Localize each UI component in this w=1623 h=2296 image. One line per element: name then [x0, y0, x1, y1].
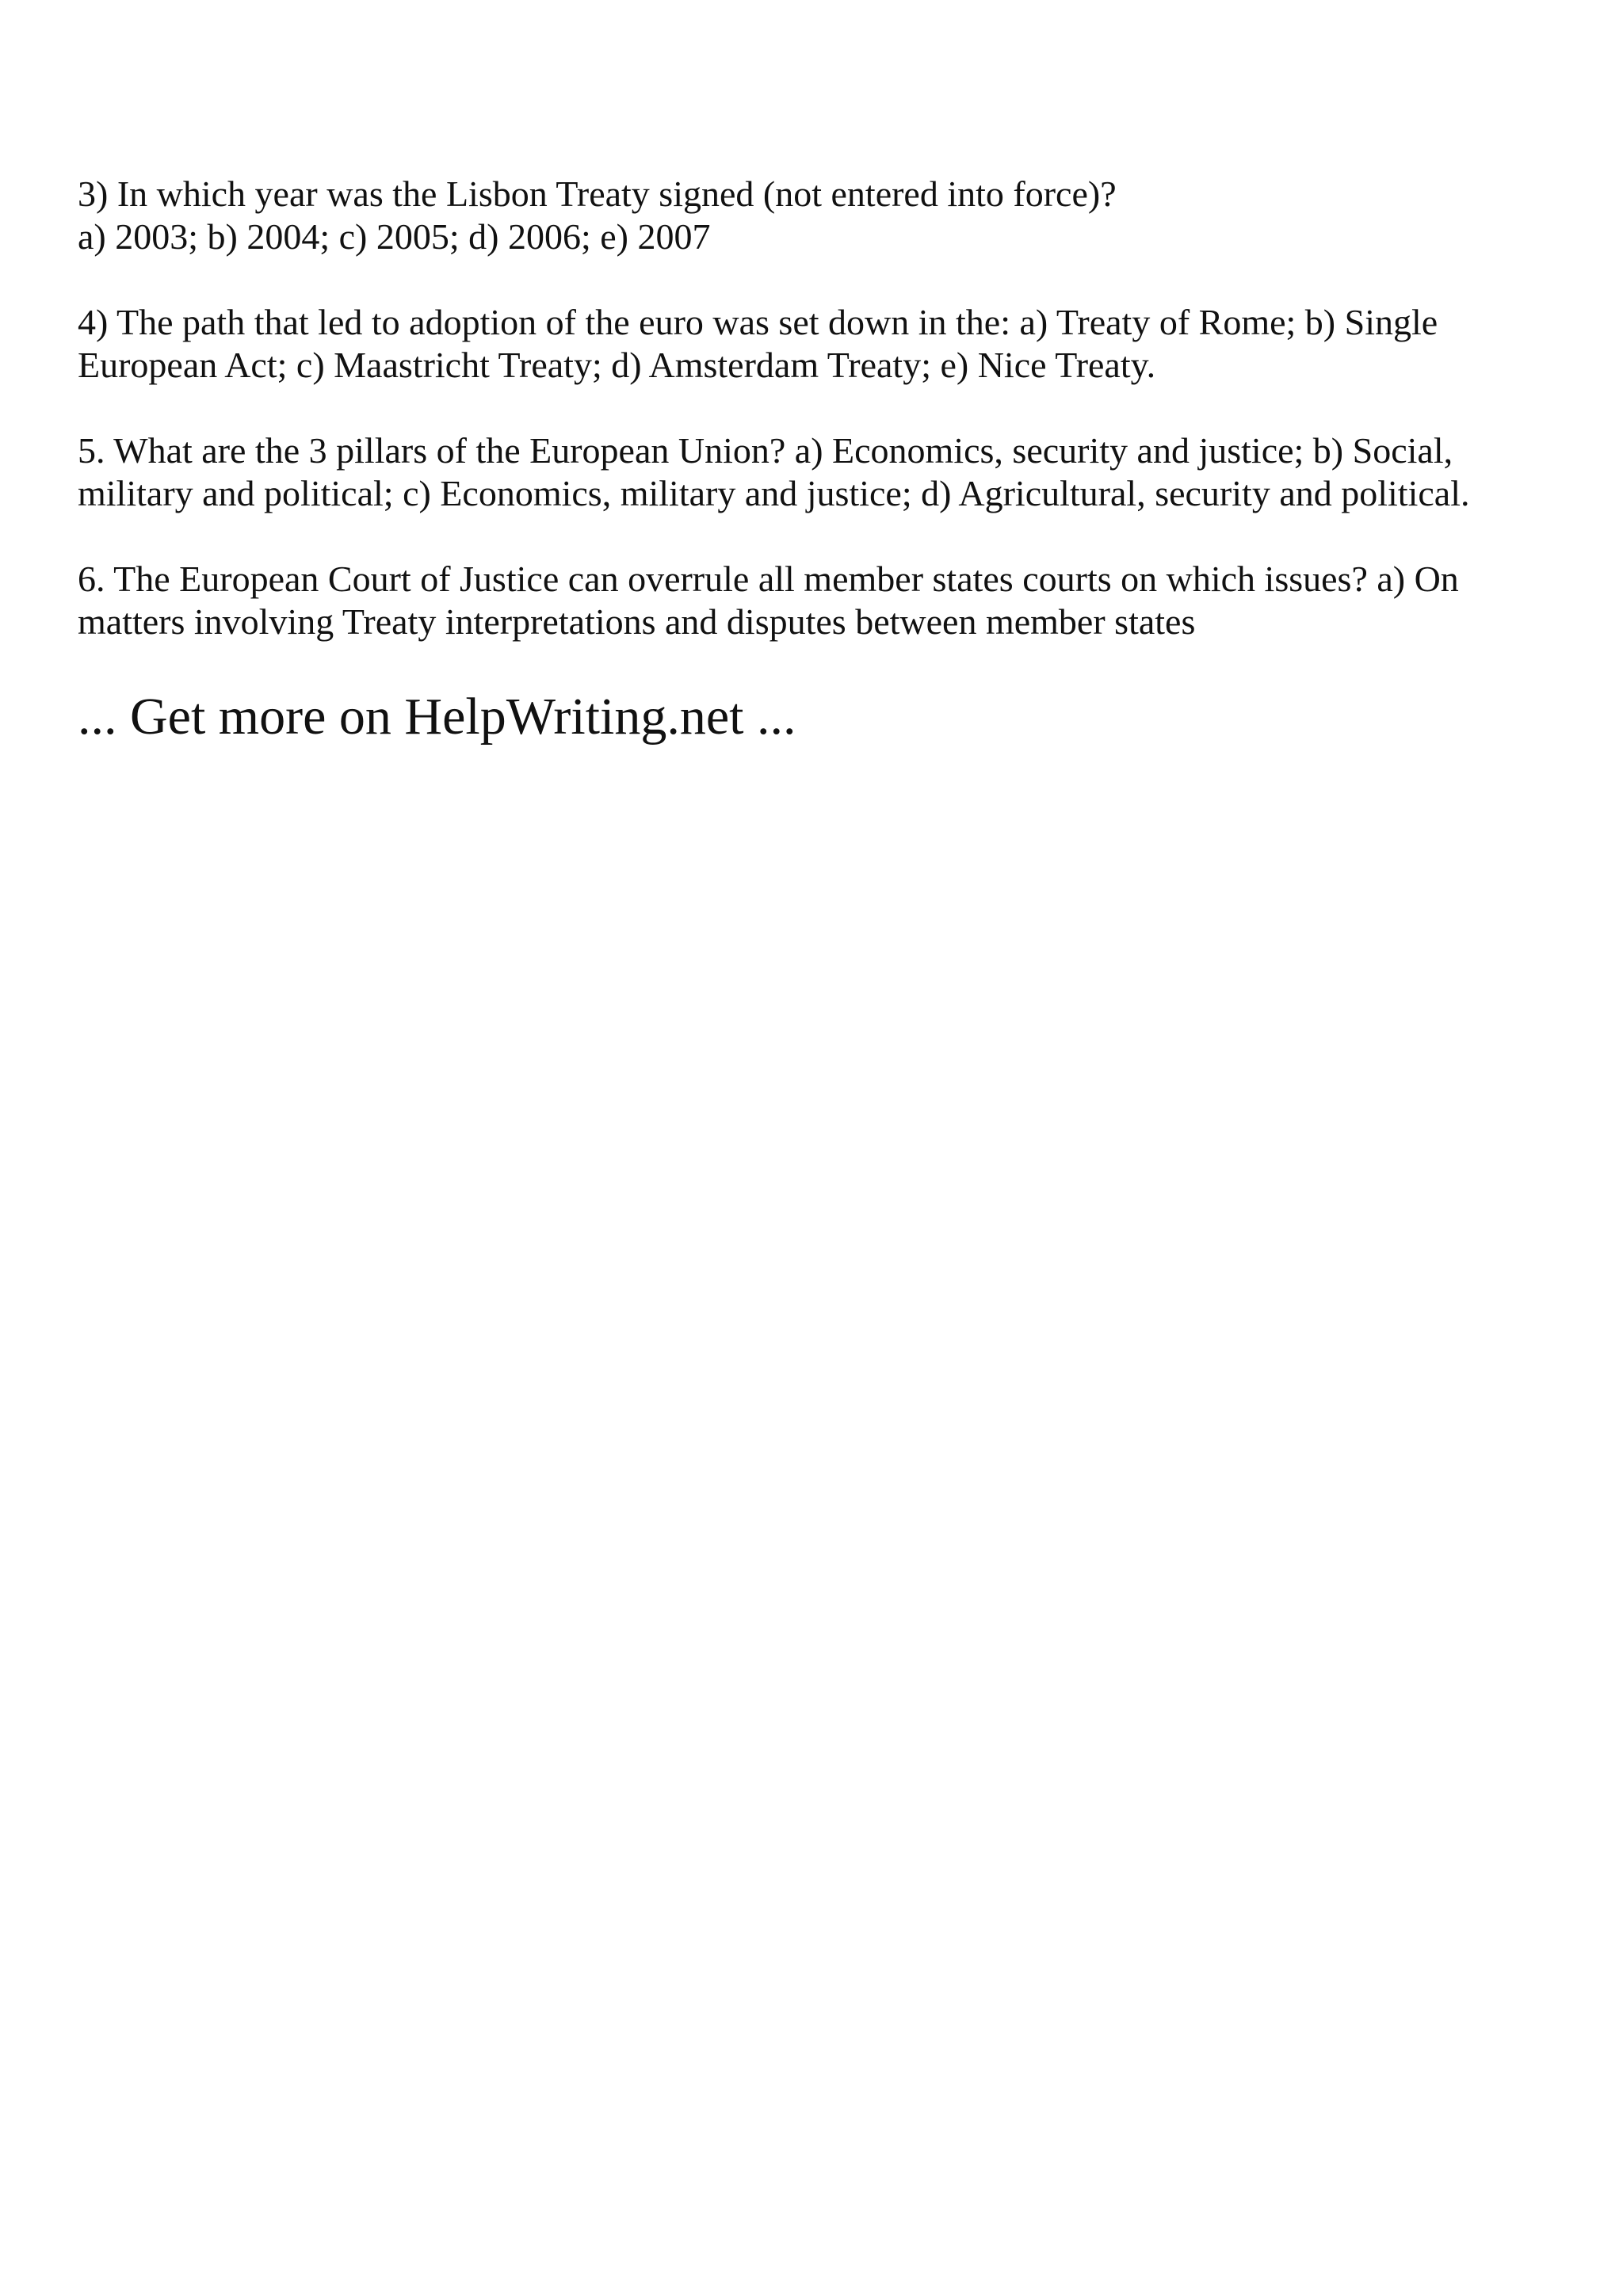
- question-4: [78, 301, 1552, 387]
- question-4-line-1: 4) The path that led to adoption of the euro was set down in the: a) Treaty of Rome; b) Single: [78, 302, 1438, 342]
- question-6: [78, 558, 1552, 643]
- question-5-line-1: 5. What are the 3 pillars of the European Union? a) Economics, security and justice; b) Social,: [78, 430, 1453, 471]
- question-6-line-1: 6. The European Court of Justice can overrule all member states courts on which issues? a) On: [78, 559, 1459, 599]
- question-3-line-1: 3) In which year was the Lisbon Treaty signed (not entered into force)?: [78, 174, 1117, 214]
- question-5: [78, 429, 1552, 515]
- question-6-line-2: matters involving Treaty interpretations and disputes between member states: [78, 601, 1196, 642]
- question-5-line-2: military and political; c) Economics, military and justice; d) Agricultural, security and political.: [78, 473, 1470, 513]
- question-3: [78, 173, 1552, 258]
- question-4-line-2: European Act; c) Maastricht Treaty; d) Amsterdam Treaty; e) Nice Treaty.: [78, 345, 1156, 385]
- document-content: [78, 173, 1552, 748]
- promo-link-text: ... Get more on HelpWriting.net ...: [78, 688, 796, 746]
- question-3-line-2: a) 2003; b) 2004; c) 2005; d) 2006; e) 2007: [78, 216, 711, 257]
